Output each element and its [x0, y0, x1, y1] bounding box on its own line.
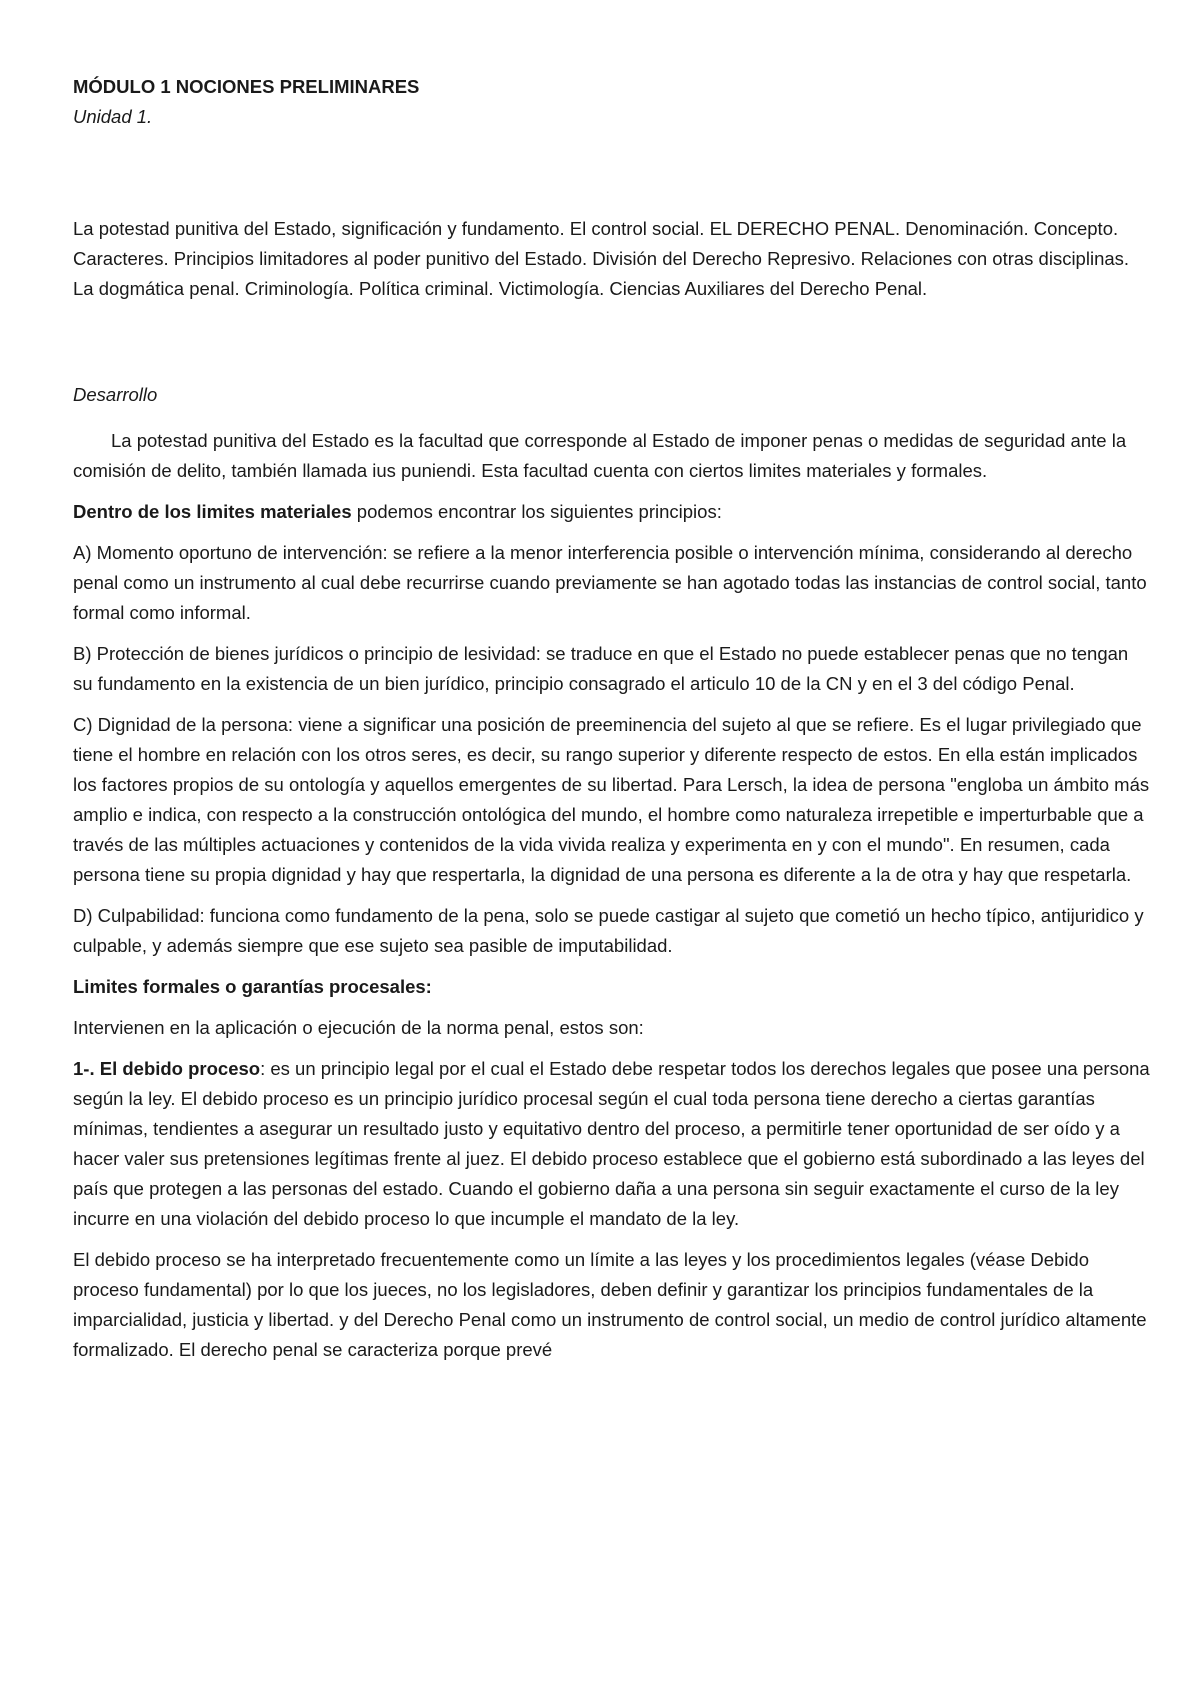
intro-paragraph: La potestad punitiva del Estado es la facultad que corresponde al Estado de imponer penas o medidas de seguridad ante la comisión de delito, también llamada ius puniendi. Esta facultad cuenta con ciertos limites materiales y formales. — [73, 430, 1127, 481]
material-limits-rest: podemos encontrar los siguientes principios: — [351, 501, 722, 522]
formal-limits-heading: Limites formales o garantías procesales: — [73, 976, 432, 997]
principle-a-paragraph: A) Momento oportuno de intervención: se refiere a la menor interferencia posible o intervención mínima, considerando al derecho penal como un instrumento al cual debe recurrirse cuando previamente se han agotado todas las instancias de control social, tanto formal como informal. — [73, 542, 1147, 623]
material-limits-paragraph — [73, 497, 1150, 527]
module-title: MÓDULO 1 NOCIONES PRELIMINARES — [73, 76, 420, 97]
principle-c-paragraph: C) Dignidad de la persona: viene a significar una posición de preeminencia del sujeto al que se refiere. Es el lugar privilegiado que tiene el hombre en relación con los otros seres, es decir, su rango superior y diferente respecto de estos. En ella están implicados los factores propios de su ontología y aquellos emergentes de su libertad. Para Lersch, la idea de persona "engloba un ámbito más amplio e indica, con respecto a la construcción ontológica del mundo, el hombre como naturaleza irrepetible e imperturbable que a través de las múltiples actuaciones y contenidos de la vida vivida realiza y experimenta en y con el mundo". En resumen, cada persona tiene su propia dignidad y hay que respertarla, la dignidad de una persona es diferente a la de otra y hay que respetarla. — [73, 714, 1150, 885]
due-process-lead: 1-. El debido proceso — [73, 1058, 261, 1079]
material-limits-lead: Dentro de los limites materiales — [73, 501, 352, 522]
unit-label: Unidad 1. — [73, 106, 153, 127]
syllabus-paragraph: La potestad punitiva del Estado, significación y fundamento. El control social. EL DERECHO PENAL. Denominación. Concepto. Caracteres. Principios limitadores al poder punitivo del Estado. División del Derecho Represivo. Relaciones con otras disciplinas. La dogmática penal. Criminología. Política criminal. Victimología. Ciencias Auxiliares del Derecho Penal. — [73, 218, 1130, 299]
development-heading: Desarrollo — [73, 384, 158, 405]
formal-limits-intro: Intervienen en la aplicación o ejecución de la norma penal, estos son: — [73, 1017, 644, 1038]
due-process-paragraph-2: El debido proceso se ha interpretado frecuentemente como un límite a las leyes y los procedimientos legales (véase Debido proceso fundamental) por lo que los jueces, no los legisladores, deben definir y garantizar los principios fundamentales de la imparcialidad, justicia y libertad. y del Derecho Penal como un instrumento de control social, un medio de control jurídico altamente formalizado. El derecho penal se caracteriza porque prevé — [73, 1249, 1147, 1360]
principle-b-paragraph: B) Protección de bienes jurídicos o principio de lesividad: se traduce en que el Estado no puede establecer penas que no tengan su fundamento en la existencia de un bien jurídico, principio consagrado el articulo 10 de la CN y en el 3 del código Penal. — [73, 643, 1129, 694]
due-process-text: : es un principio legal por el cual el Estado debe respetar todos los derechos legales que posee una persona según la ley. El debido proceso es un principio jurídico procesal según el cual toda persona tiene derecho a ciertas garantías mínimas, tendientes a asegurar un resultado justo y equitativo dentro del proceso, a permitirle tener oportunidad de ser oído y a hacer valer sus pretensiones legítimas frente al juez. El debido proceso establece que el gobierno está subordinado a las leyes del país que protegen a las personas del estado. Cuando el gobierno daña a una persona sin seguir exactamente el curso de la ley incurre en una violación del debido proceso lo que incumple el mandato de la ley. — [73, 1058, 1150, 1229]
principle-d-paragraph: D) Culpabilidad: funciona como fundamento de la pena, solo se puede castigar al sujeto que cometió un hecho típico, antijuridico y culpable, y además siempre que ese sujeto sea pasible de imputabilidad. — [73, 905, 1144, 956]
due-process-paragraph — [73, 1054, 1150, 1234]
